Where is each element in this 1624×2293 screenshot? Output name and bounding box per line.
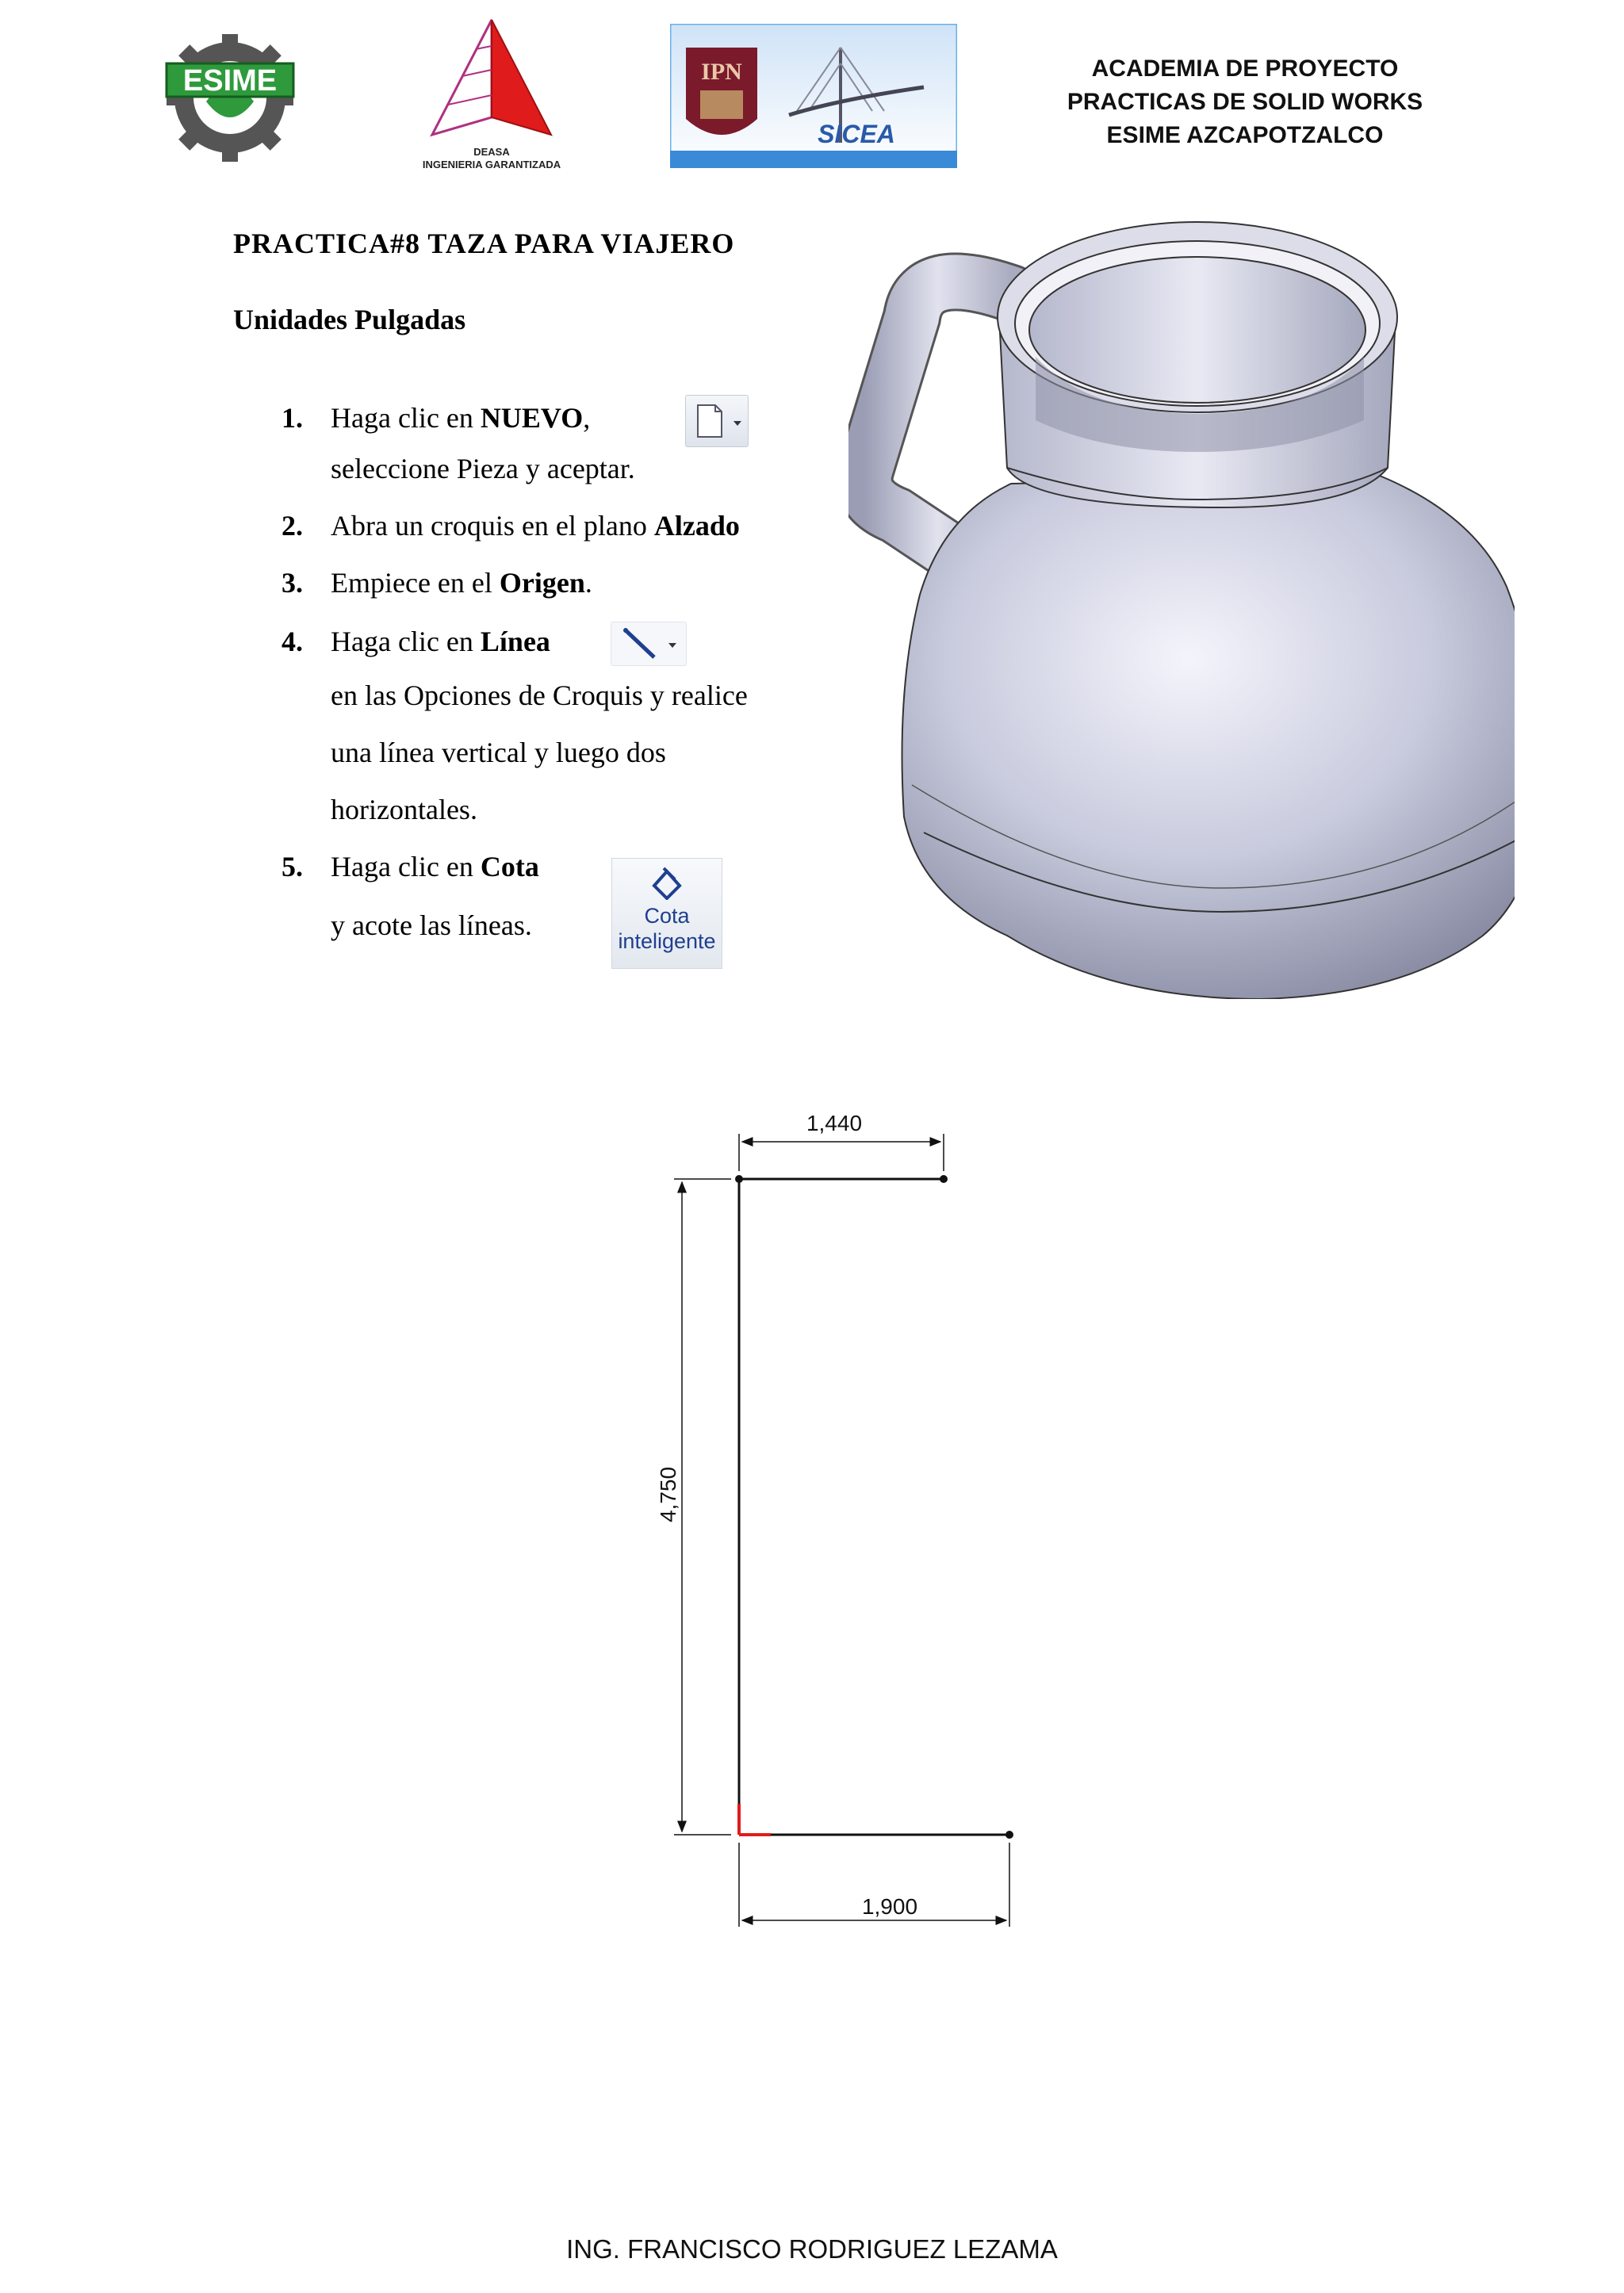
deasa-logo: [416, 16, 567, 151]
smart-dimension-button[interactable]: [611, 858, 722, 969]
line-tool-icon: [611, 622, 686, 665]
svg-text:ESIME: ESIME: [182, 64, 278, 98]
step-1-text: Haga clic en NUEVO,: [331, 402, 591, 434]
deasa-caption-1: DEASA: [473, 146, 510, 158]
step-3-text: Empiece en el Origen.: [331, 567, 592, 599]
sketch-drawing: [634, 1094, 1031, 1927]
dimension-vertical: [674, 1179, 731, 1835]
step-4-text-line2: en las Opciones de Croquis y realice: [331, 679, 748, 711]
svg-text:SICEA: SICEA: [818, 120, 895, 148]
line-tool-button[interactable]: [611, 622, 687, 666]
smart-dimension-label: Cota inteligente: [618, 904, 716, 953]
academy-header: [1023, 52, 1467, 152]
step-2-text: Abra un croquis en el plano Alzado: [331, 510, 740, 542]
footer-author: ING. FRANCISCO RODRIGUEZ LEZAMA: [566, 2234, 1058, 2264]
dimension-vertical-value: 4,750: [656, 1466, 680, 1523]
step-5-text: Haga clic en Cota: [331, 851, 539, 882]
step-1-text-line2: seleccione Pieza y aceptar.: [331, 453, 635, 484]
esime-logo: [151, 22, 309, 165]
origin-marker: [739, 1804, 771, 1835]
step-number: 4.: [282, 626, 303, 657]
step-4-text: Haga clic en Línea: [331, 626, 550, 657]
step-4-text-line4: horizontales.: [331, 794, 477, 825]
sketch-profile: [739, 1179, 1009, 1835]
dimension-bottom-value: 1,900: [861, 1894, 918, 1919]
deasa-caption-2: INGENIERIA GARANTIZADA: [422, 159, 561, 170]
new-document-button[interactable]: [685, 395, 749, 447]
step-number: 1.: [282, 402, 303, 434]
travel-mug-render: [848, 214, 1515, 999]
page-title: PRACTICA#8 TAZA PARA VIAJERO: [233, 228, 735, 259]
dimension-top-value: 1,440: [806, 1111, 863, 1135]
units-label: Unidades Pulgadas: [233, 304, 466, 335]
smart-dimension-icon: [648, 865, 686, 900]
step-number: 3.: [282, 567, 303, 599]
svg-text:IPN: IPN: [701, 59, 742, 85]
step-number: 2.: [282, 510, 303, 542]
step-number: 5.: [282, 851, 303, 882]
dimension-top: [739, 1134, 944, 1171]
new-document-icon: [686, 396, 748, 446]
academy-line-2: PRACTICAS DE SOLID WORKS: [1067, 89, 1423, 115]
step-4-text-line3: una línea vertical y luego dos: [331, 737, 666, 768]
ipn-sicea-logo: [670, 24, 957, 168]
step-5-text-line2: y acote las líneas.: [331, 909, 532, 941]
academy-line-3: ESIME AZCAPOTZALCO: [1106, 122, 1384, 148]
academy-line-1: ACADEMIA DE PROYECTO: [1091, 56, 1399, 82]
